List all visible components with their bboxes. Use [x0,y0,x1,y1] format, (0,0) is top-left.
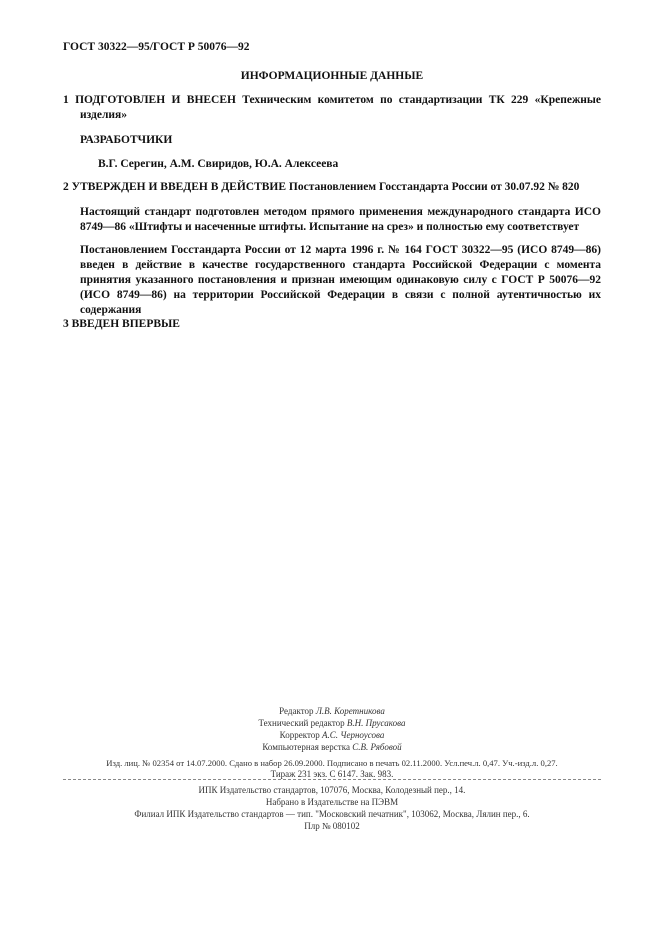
item1-line1: 1 ПОДГОТОВЛЕН И ВНЕСЕН Техническим комитетом по стандартизации ТК 229 «Крепежные [63,94,601,106]
item3: 3 ВВЕДЕН ВПЕРВЫЕ [63,318,180,330]
publisher-line: Филиал ИПК Издательство стандартов — тип. "Московский печатник", 103062, Москва, Лялин пер., 6. [134,809,530,819]
para2-line: введен в действие в качестве государственного стандарта Российской Федерации с момента [80,259,601,271]
item2: 2 УТВЕРЖДЕН И ВВЕДЕН В ДЕЙСТВИЕ Постановлением Госстандарта России от 30.07.92 № 820 [63,181,580,193]
developers-list: В.Г. Серегин, А.М. Свиридов, Ю.А. Алексеева [98,158,339,170]
item1-line2: изделия» [80,109,128,121]
publisher-line: Набрано в Издательстве на ПЭВМ [265,797,399,807]
credit-line: Технический редактор В.Н. Прусакова [258,718,406,728]
divider [63,779,601,780]
publisher-line: ИПК Издательство стандартов, 107076, Москва, Колодезный пер., 14. [198,785,466,795]
para1-line: 8749—86 «Штифты и насеченные штифты. Испытание на срез» и полностью ему соответствует [80,221,580,233]
publisher-line: Плр № 080102 [304,821,360,831]
developers-heading: РАЗРАБОТЧИКИ [80,134,173,146]
imprint-line: Тираж 231 экз. С 6147. Зак. 983. [270,769,394,779]
section-title: ИНФОРМАЦИОННЫЕ ДАННЫЕ [240,70,424,82]
credit-line: Корректор А.С. Черноусова [279,730,385,740]
para2-line: (ИСО 8749—86) на территории Российской Федерации в связи с полной аутентичностью их [80,289,601,301]
para2-line: Постановлением Госстандарта России от 12 марта 1996 г. № 164 ГОСТ 30322—95 (ИСО 8749—86) [80,244,601,256]
para2-line: содержания [80,304,142,316]
credit-line: Редактор Л.В. Коретникова [279,706,385,716]
para1-line: Настоящий стандарт подготовлен методом прямого применения международного стандарта ИСО [80,206,601,218]
imprint-line: Изд. лиц. № 02354 от 14.07.2000. Сдано в набор 26.09.2000. Подписано в печать 02.11.2000. Усл.печ.л. 0,47. Уч.-изд.л. 0,27. [106,758,558,768]
credit-line: Компьютерная верстка С.В. Рябовой [262,742,402,752]
para2-line: принятия указанного постановления и признан имеющим одинаковую силу с ГОСТ Р 50076—92 [80,274,601,286]
document-header: ГОСТ 30322—95/ГОСТ Р 50076—92 [63,41,250,53]
